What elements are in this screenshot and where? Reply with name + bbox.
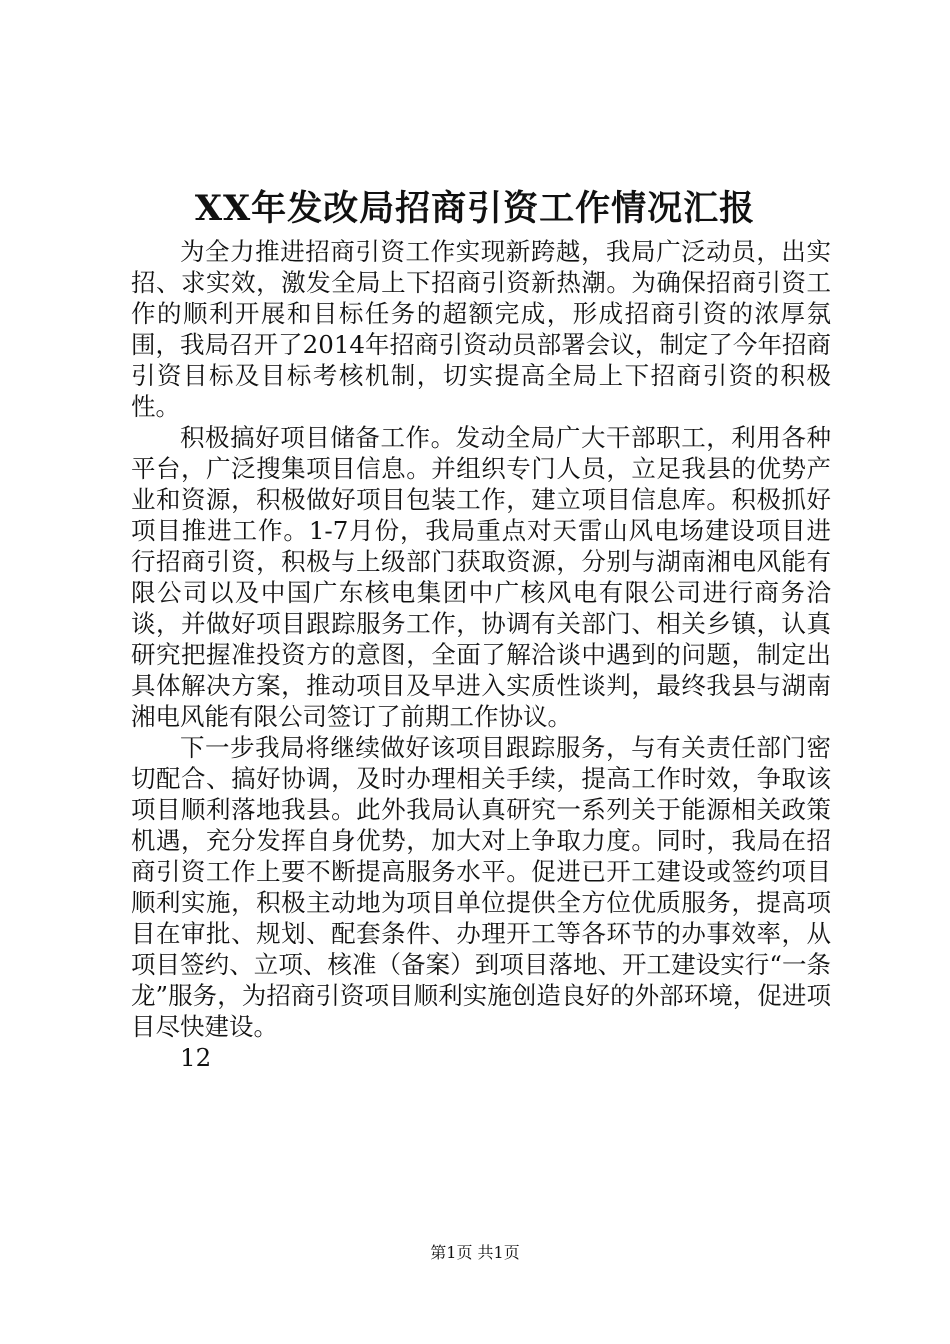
paragraph-2: 积极搞好项目储备工作。发动全局广大干部职工，利用各种平台，广泛搜集项目信息。并组织专门人员，立足我县的优势产业和资源，积极做好项目包装工作，建立项目信息库。积极抓好项目推进工作。1-7月份，我局重点对天雷山风电场建设项目进行招商引资，积极与上级部门获取资源，分别与湖南湘电风能有限公司以及中国广东核电集团中广核风电有限公司进行商务洽谈，并做好项目跟踪服务工作，协调有关部门、相关乡镇，认真研究把握准投资方的意图，全面了解洽谈中遇到的问题，制定出具体解决方案，推动项目及早进入实质性谈判，最终我县与湖南湘电风能有限公司签订了前期工作协议。 bbox=[131, 423, 831, 731]
document-title: XX年发改局招商引资工作情况汇报 bbox=[194, 188, 756, 229]
page-footer: 第1页 共1页 bbox=[430, 1243, 520, 1262]
paragraph-3: 下一步我局将继续做好该项目跟踪服务，与有关责任部门密切配合、搞好协调，及时办理相关手续，提高工作时效，争取该项目顺利落地我县。此外我局认真研究一系列关于能源相关政策机遇，充分发挥自身优势，加大对上争取力度。同时，我局在招商引资工作上要不断提高服务水平。促进已开工建设或签约项目顺利实施，积极主动地为项目单位提供全方位优质服务，提高项目在审批、规划、配套条件、办理开工等各环节的办事效率，从项目签约、立项、核准（备案）到项目落地、开工建设实行“一条龙”服务，为招商引资项目顺利实施创造良好的外部环境，促进项目尽快建设。 bbox=[131, 733, 831, 1041]
document-body bbox=[131, 236, 831, 1073]
paragraph-4: 12 bbox=[180, 1043, 212, 1072]
paragraph-1: 为全力推进招商引资工作实现新跨越，我局广泛动员，出实招、求实效，激发全局上下招商引资新热潮。为确保招商引资工作的顺利开展和目标任务的超额完成，形成招商引资的浓厚氛围，我局召开了2014年招商引资动员部署会议，制定了今年招商引资目标及目标考核机制，切实提高全局上下招商引资的积极性。 bbox=[131, 237, 831, 421]
